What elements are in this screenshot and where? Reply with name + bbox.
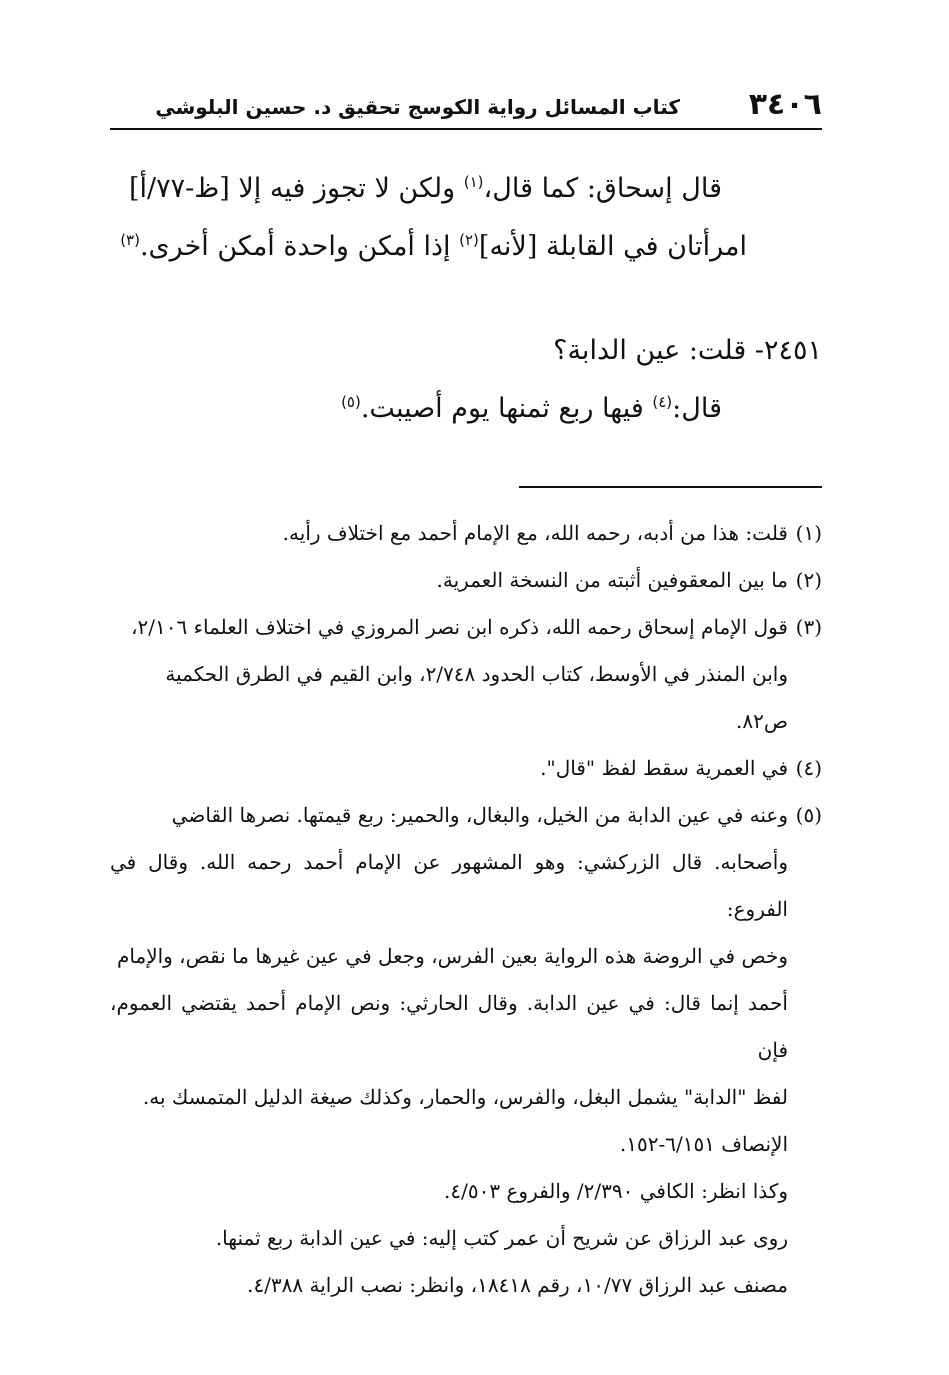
question-line: ٢٤٥١- قلت: عين الدابة؟ [553,335,822,366]
footnote-number: (٥) [795,803,822,827]
footnote-line: روى عبد الرزاق عن شريح أن عمر كتب إليه: في عين الدابة ربع ثمنها. [215,1226,788,1250]
footnote-ref: (٢) [459,231,479,249]
running-title: كتاب المسائل رواية الكوسج تحقيق د. حسين البلوشي [155,95,680,119]
answer-line [110,380,822,438]
footnote-line: الإنصاف ٦/١٥١-١٥٢. [619,1132,788,1156]
footnote-line: لفظ "الدابة" يشمل البغل، والفرس، والحمار، وكذلك صيغة الدليل المتمسك به. [142,1085,788,1109]
footnote-line: وكذا انظر: الكافي ٢/٣٩٠/ والفروع ٤/٥٠٣. [444,1179,788,1203]
footnote-line: أحمد إنما قال: في عين الدابة. وقال الحارثي: ونص الإمام أحمد يقتضي العموم، فإن [110,991,788,1062]
footnote-ref: (٥) [341,393,361,411]
page-header [110,86,822,130]
page-number: ٣٤٠٦ [748,87,822,122]
text-segment: إذا أمكن واحدة أمكن أخرى. [139,231,460,262]
footnote-1 [110,510,822,557]
footnote-line: وعنه في عين الدابة من الخيل، والبغال، والحمير: ربع قيمتها. نصرها القاضي [171,803,788,827]
text-segment: ولكن لا تجوز فيه إلا [ظ-٧٧/أ] [128,173,464,204]
text-segment: قال إسحاق: كما قال، [483,173,722,204]
footnote-separator [519,486,822,488]
text-segment: امرأتان في القابلة [لأنه] [478,231,747,262]
question-2451 [110,322,822,438]
footnote-line: وابن المنذر في الأوسط، كتاب الحدود ٢/٧٤٨، وابن القيم في الطرق الحكمية [165,662,788,686]
header-rule [110,128,822,130]
footnote-number: (٣) [795,615,822,639]
text-line [110,218,822,276]
footnote-2 [110,557,822,604]
footnote-4 [110,745,822,792]
footnote-3 [110,604,822,745]
footnote-line: قول الإمام إسحاق رحمه الله، ذكره ابن نصر المروزي في اختلاف العلماء ٢/١٠٦، [131,615,788,639]
footnote-ref: (٣) [120,231,140,249]
text-segment: فيها ربع ثمنها يوم أصيبت. [360,393,653,424]
footnote-5 [110,792,822,1309]
footnote-line: وخص في الروضة هذه الرواية بعين الفرس، وجعل في عين غيرها ما نقص، والإمام [117,944,788,968]
footnote-number: (٤) [795,756,822,780]
text-segment: قال: [672,393,722,424]
ishaq-statement [110,160,822,276]
footnote-line: في العمرية سقط لفظ "قال". [540,756,788,780]
footnote-line: وأصحابه. قال الزركشي: وهو المشهور عن الإمام أحمد رحمه الله. وقال في الفروع: [110,850,788,921]
footnote-number: (١) [795,521,822,545]
footnote-ref: (٤) [652,393,673,411]
footnote-number: (٢) [795,568,822,592]
footnote-line: قلت: هذا من أدبه، رحمه الله، مع الإمام أحمد مع اختلاف رأيه. [282,521,788,545]
footnote-line: ما بين المعقوفين أثبته من النسخة العمرية. [436,568,788,592]
footnotes [110,510,822,1309]
text-line [110,160,822,218]
footnote-line: مصنف عبد الرزاق ١٠/٧٧، رقم ١٨٤١٨، وانظر: نصب الراية ٤/٣٨٨. [247,1273,788,1297]
footnote-line: ص٨٢. [735,709,788,733]
footnote-ref: (١) [463,173,484,191]
